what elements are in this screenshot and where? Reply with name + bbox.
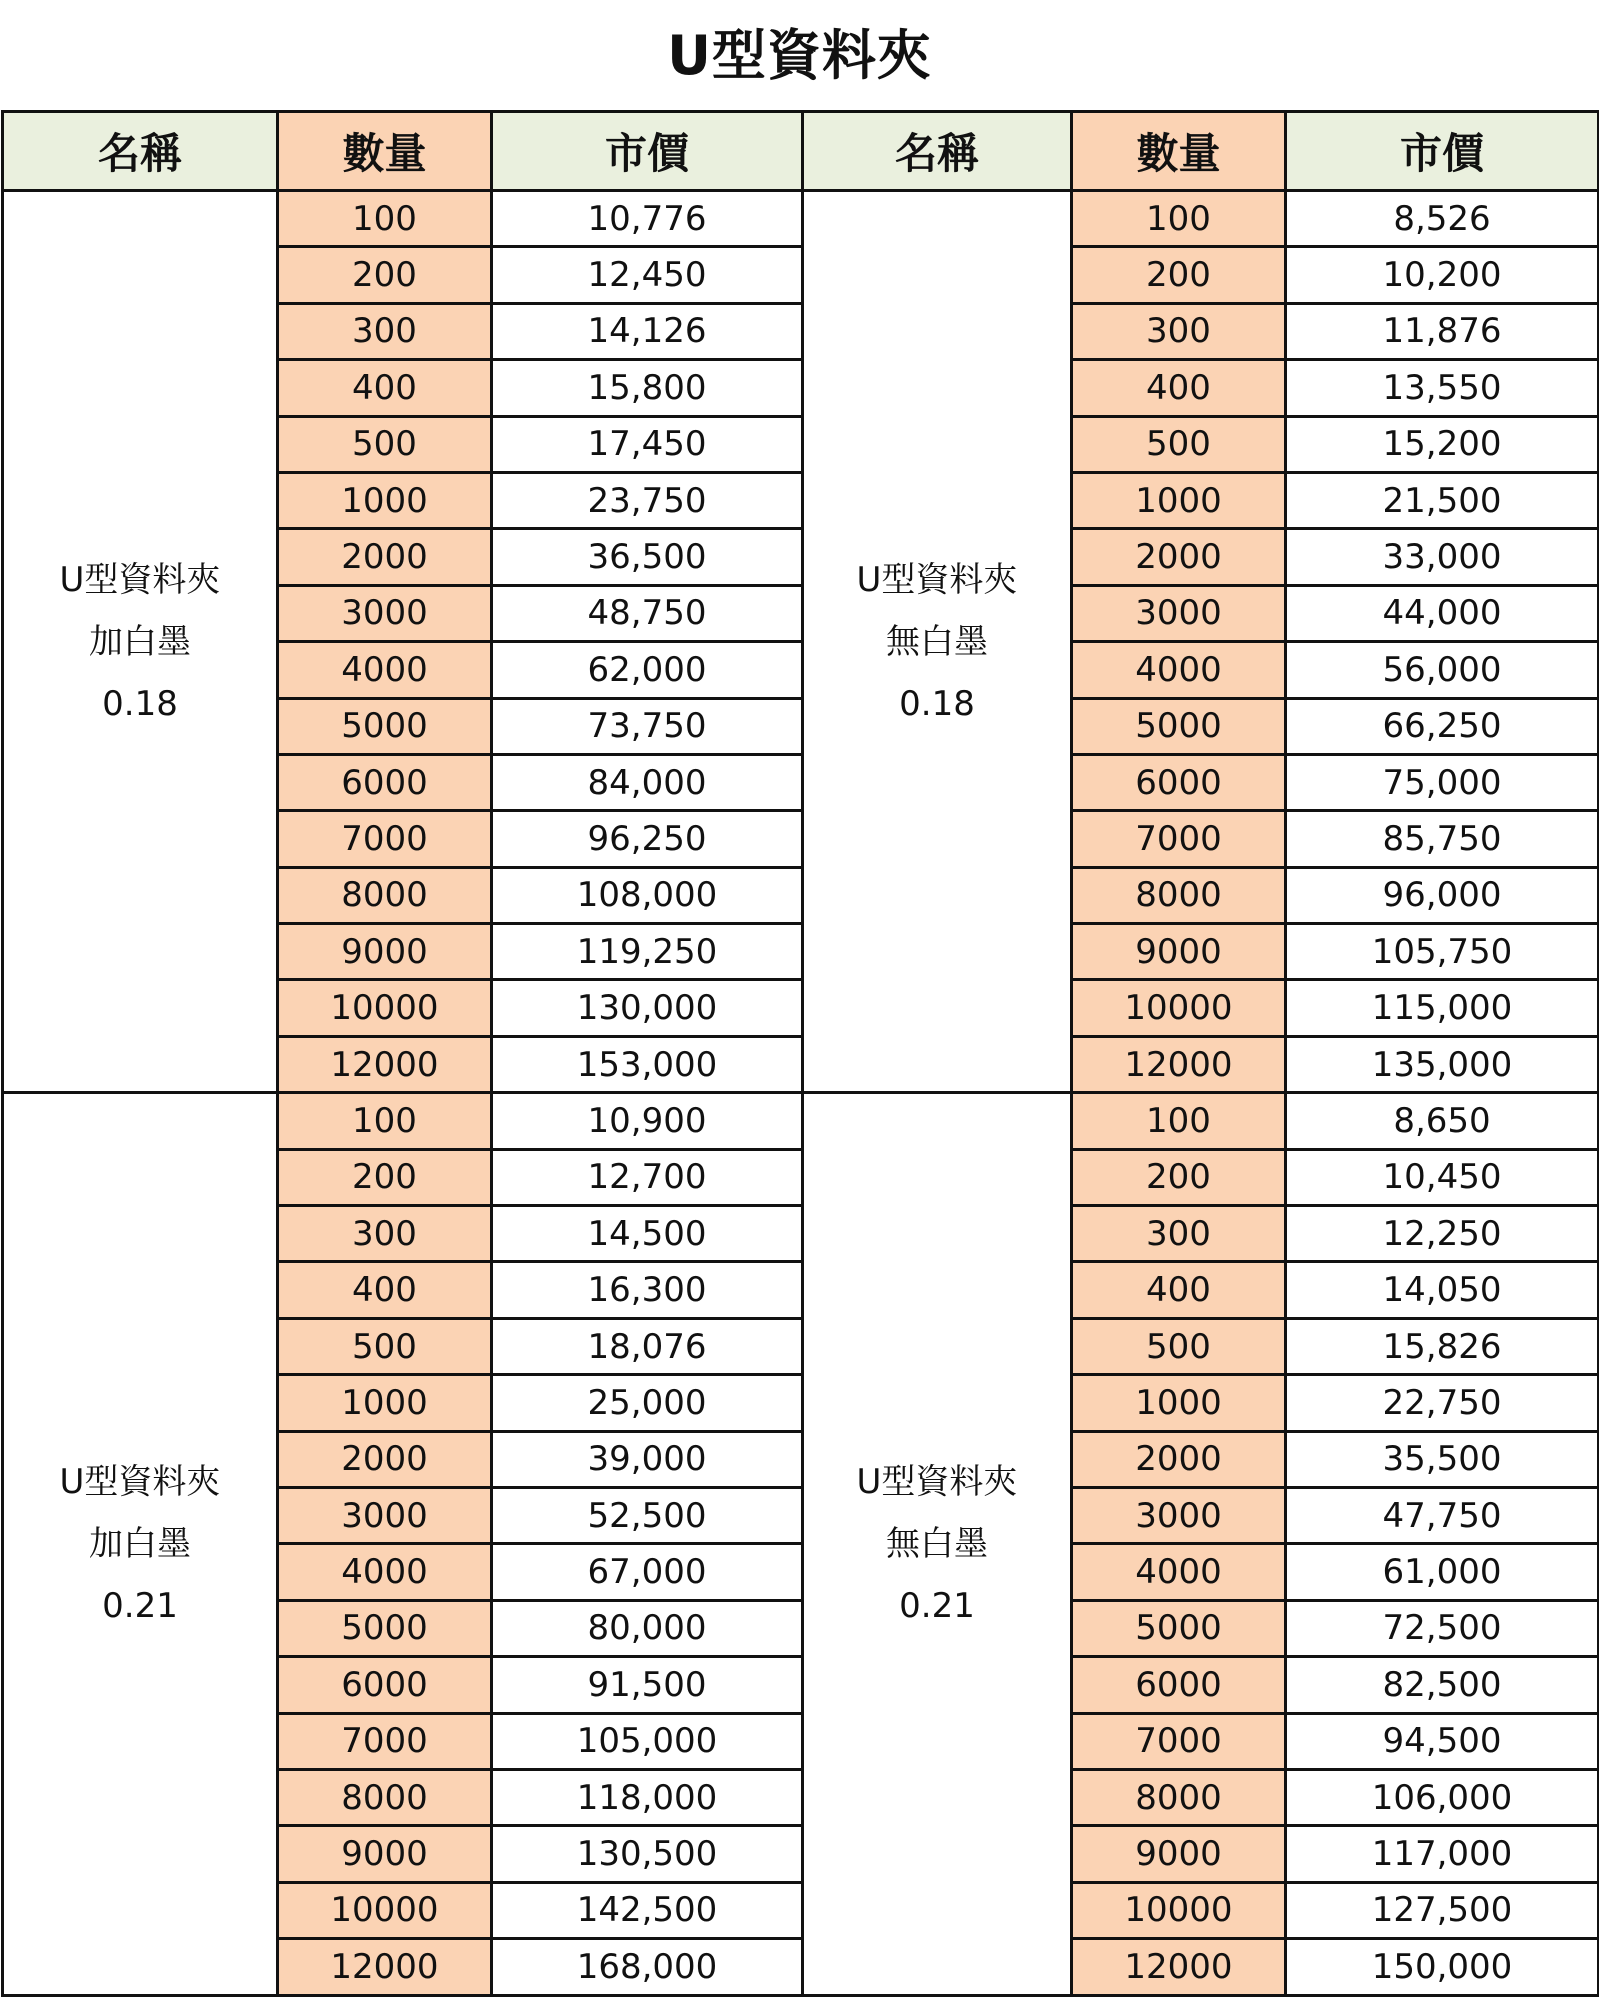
qty-cell: 400 — [278, 360, 492, 416]
qty-cell: 1000 — [1072, 1375, 1286, 1431]
price-cell: 10,776 — [492, 191, 803, 247]
price-cell: 35,500 — [1286, 1431, 1599, 1487]
product-name-line: 0.21 — [102, 1585, 178, 1626]
product-name-line: U型資料夾 — [59, 559, 221, 600]
price-cell: 8,526 — [1286, 191, 1599, 247]
price-cell: 47,750 — [1286, 1487, 1599, 1543]
price-cell: 15,200 — [1286, 416, 1599, 472]
table-row — [3, 1093, 1599, 1149]
price-cell: 15,826 — [1286, 1318, 1599, 1374]
qty-cell: 6000 — [1072, 754, 1286, 810]
qty-cell: 10000 — [278, 1882, 492, 1938]
header-qty-right: 數量 — [1072, 112, 1286, 191]
price-cell: 127,500 — [1286, 1882, 1599, 1938]
qty-cell: 100 — [1072, 191, 1286, 247]
qty-cell: 300 — [1072, 303, 1286, 359]
price-cell: 33,000 — [1286, 529, 1599, 585]
price-cell: 75,000 — [1286, 754, 1599, 810]
price-cell: 168,000 — [492, 1939, 803, 1995]
price-cell: 11,876 — [1286, 303, 1599, 359]
price-cell: 84,000 — [492, 754, 803, 810]
price-cell: 22,750 — [1286, 1375, 1599, 1431]
product-name-line: 0.18 — [102, 683, 178, 724]
product-name-cell — [803, 191, 1072, 1093]
qty-cell: 400 — [1072, 360, 1286, 416]
product-name-line: U型資料夾 — [856, 559, 1018, 600]
qty-cell: 6000 — [278, 1657, 492, 1713]
qty-cell: 10000 — [1072, 1882, 1286, 1938]
price-cell: 48,750 — [492, 585, 803, 641]
table-body — [3, 191, 1599, 1996]
qty-cell: 7000 — [1072, 811, 1286, 867]
qty-cell: 12000 — [278, 1036, 492, 1092]
qty-cell: 9000 — [278, 924, 492, 980]
price-cell: 15,800 — [492, 360, 803, 416]
product-name-cell — [3, 191, 278, 1093]
price-cell: 18,076 — [492, 1318, 803, 1374]
price-cell: 23,750 — [492, 472, 803, 528]
qty-cell: 500 — [1072, 1318, 1286, 1374]
qty-cell: 4000 — [1072, 1544, 1286, 1600]
qty-cell: 2000 — [278, 1431, 492, 1487]
price-cell: 153,000 — [492, 1036, 803, 1092]
product-name-line: 無白墨 — [886, 621, 988, 662]
qty-cell: 200 — [278, 1149, 492, 1205]
qty-cell: 4000 — [1072, 642, 1286, 698]
qty-cell: 400 — [278, 1262, 492, 1318]
qty-cell: 100 — [278, 1093, 492, 1149]
price-cell: 39,000 — [492, 1431, 803, 1487]
qty-cell: 12000 — [278, 1939, 492, 1995]
price-cell: 80,000 — [492, 1600, 803, 1656]
price-cell: 14,050 — [1286, 1262, 1599, 1318]
price-cell: 85,750 — [1286, 811, 1599, 867]
qty-cell: 12000 — [1072, 1036, 1286, 1092]
qty-cell: 400 — [1072, 1262, 1286, 1318]
qty-cell: 200 — [278, 247, 492, 303]
qty-cell: 2000 — [1072, 1431, 1286, 1487]
qty-cell: 9000 — [1072, 1826, 1286, 1882]
qty-cell: 7000 — [278, 1713, 492, 1769]
price-cell: 108,000 — [492, 867, 803, 923]
qty-cell: 100 — [1072, 1093, 1286, 1149]
price-cell: 36,500 — [492, 529, 803, 585]
product-name-line: U型資料夾 — [856, 1461, 1018, 1502]
qty-cell: 5000 — [1072, 698, 1286, 754]
header-name-right: 名稱 — [803, 112, 1072, 191]
price-cell: 96,250 — [492, 811, 803, 867]
qty-cell: 2000 — [1072, 529, 1286, 585]
price-cell: 105,000 — [492, 1713, 803, 1769]
header-name-left: 名稱 — [3, 112, 278, 191]
price-cell: 135,000 — [1286, 1036, 1599, 1092]
qty-cell: 4000 — [278, 642, 492, 698]
qty-cell: 10000 — [1072, 980, 1286, 1036]
price-cell: 142,500 — [492, 1882, 803, 1938]
qty-cell: 3000 — [278, 585, 492, 641]
qty-cell: 6000 — [278, 754, 492, 810]
qty-cell: 3000 — [1072, 585, 1286, 641]
qty-cell: 5000 — [278, 698, 492, 754]
price-cell: 14,126 — [492, 303, 803, 359]
header-price-left: 市價 — [492, 112, 803, 191]
qty-cell: 2000 — [278, 529, 492, 585]
qty-cell: 9000 — [1072, 924, 1286, 980]
qty-cell: 8000 — [278, 867, 492, 923]
qty-cell: 5000 — [278, 1600, 492, 1656]
price-cell: 115,000 — [1286, 980, 1599, 1036]
price-cell: 96,000 — [1286, 867, 1599, 923]
price-cell: 8,650 — [1286, 1093, 1599, 1149]
qty-cell: 8000 — [1072, 1769, 1286, 1825]
price-cell: 52,500 — [492, 1487, 803, 1543]
qty-cell: 12000 — [1072, 1939, 1286, 1995]
product-name-cell — [803, 1093, 1072, 1995]
product-name-line: 加白墨 — [89, 621, 191, 662]
product-name-line: U型資料夾 — [59, 1461, 221, 1502]
qty-cell: 200 — [1072, 1149, 1286, 1205]
qty-cell: 7000 — [1072, 1713, 1286, 1769]
price-cell: 94,500 — [1286, 1713, 1599, 1769]
product-name-line: 0.21 — [899, 1585, 975, 1626]
price-cell: 44,000 — [1286, 585, 1599, 641]
product-name-line: 加白墨 — [89, 1523, 191, 1564]
price-cell: 130,000 — [492, 980, 803, 1036]
price-cell: 117,000 — [1286, 1826, 1599, 1882]
qty-cell: 1000 — [278, 472, 492, 528]
header-qty-left: 數量 — [278, 112, 492, 191]
price-cell: 56,000 — [1286, 642, 1599, 698]
price-cell: 82,500 — [1286, 1657, 1599, 1713]
page-title: U型資料夾 — [667, 24, 932, 87]
header-price-right: 市價 — [1286, 112, 1599, 191]
qty-cell: 3000 — [278, 1487, 492, 1543]
qty-cell: 4000 — [278, 1544, 492, 1600]
price-cell: 10,450 — [1286, 1149, 1599, 1205]
price-cell: 67,000 — [492, 1544, 803, 1600]
qty-cell: 10000 — [278, 980, 492, 1036]
qty-cell: 3000 — [1072, 1487, 1286, 1543]
qty-cell: 8000 — [1072, 867, 1286, 923]
qty-cell: 100 — [278, 191, 492, 247]
price-cell: 10,200 — [1286, 247, 1599, 303]
qty-cell: 1000 — [1072, 472, 1286, 528]
qty-cell: 200 — [1072, 247, 1286, 303]
price-table — [1, 110, 1599, 1997]
product-name-cell — [3, 1093, 278, 1995]
price-cell: 61,000 — [1286, 1544, 1599, 1600]
qty-cell: 500 — [278, 416, 492, 472]
price-cell: 62,000 — [492, 642, 803, 698]
qty-cell: 500 — [1072, 416, 1286, 472]
price-cell: 73,750 — [492, 698, 803, 754]
qty-cell: 500 — [278, 1318, 492, 1374]
product-name-line: 0.18 — [899, 683, 975, 724]
qty-cell: 8000 — [278, 1769, 492, 1825]
price-cell: 12,450 — [492, 247, 803, 303]
price-cell: 25,000 — [492, 1375, 803, 1431]
price-cell: 105,750 — [1286, 924, 1599, 980]
price-cell: 14,500 — [492, 1206, 803, 1262]
price-cell: 12,250 — [1286, 1206, 1599, 1262]
price-cell: 72,500 — [1286, 1600, 1599, 1656]
price-cell: 16,300 — [492, 1262, 803, 1318]
price-cell: 130,500 — [492, 1826, 803, 1882]
price-cell: 106,000 — [1286, 1769, 1599, 1825]
price-cell: 10,900 — [492, 1093, 803, 1149]
price-cell: 13,550 — [1286, 360, 1599, 416]
header-row — [3, 112, 1599, 191]
qty-cell: 9000 — [278, 1826, 492, 1882]
price-cell: 17,450 — [492, 416, 803, 472]
qty-cell: 6000 — [1072, 1657, 1286, 1713]
price-cell: 21,500 — [1286, 472, 1599, 528]
price-cell: 12,700 — [492, 1149, 803, 1205]
table-row — [3, 191, 1599, 247]
price-cell: 150,000 — [1286, 1939, 1599, 1995]
qty-cell: 7000 — [278, 811, 492, 867]
qty-cell: 300 — [278, 303, 492, 359]
qty-cell: 5000 — [1072, 1600, 1286, 1656]
qty-cell: 300 — [278, 1206, 492, 1262]
price-cell: 66,250 — [1286, 698, 1599, 754]
qty-cell: 1000 — [278, 1375, 492, 1431]
price-cell: 118,000 — [492, 1769, 803, 1825]
product-name-line: 無白墨 — [886, 1523, 988, 1564]
price-cell: 119,250 — [492, 924, 803, 980]
price-cell: 91,500 — [492, 1657, 803, 1713]
qty-cell: 300 — [1072, 1206, 1286, 1262]
